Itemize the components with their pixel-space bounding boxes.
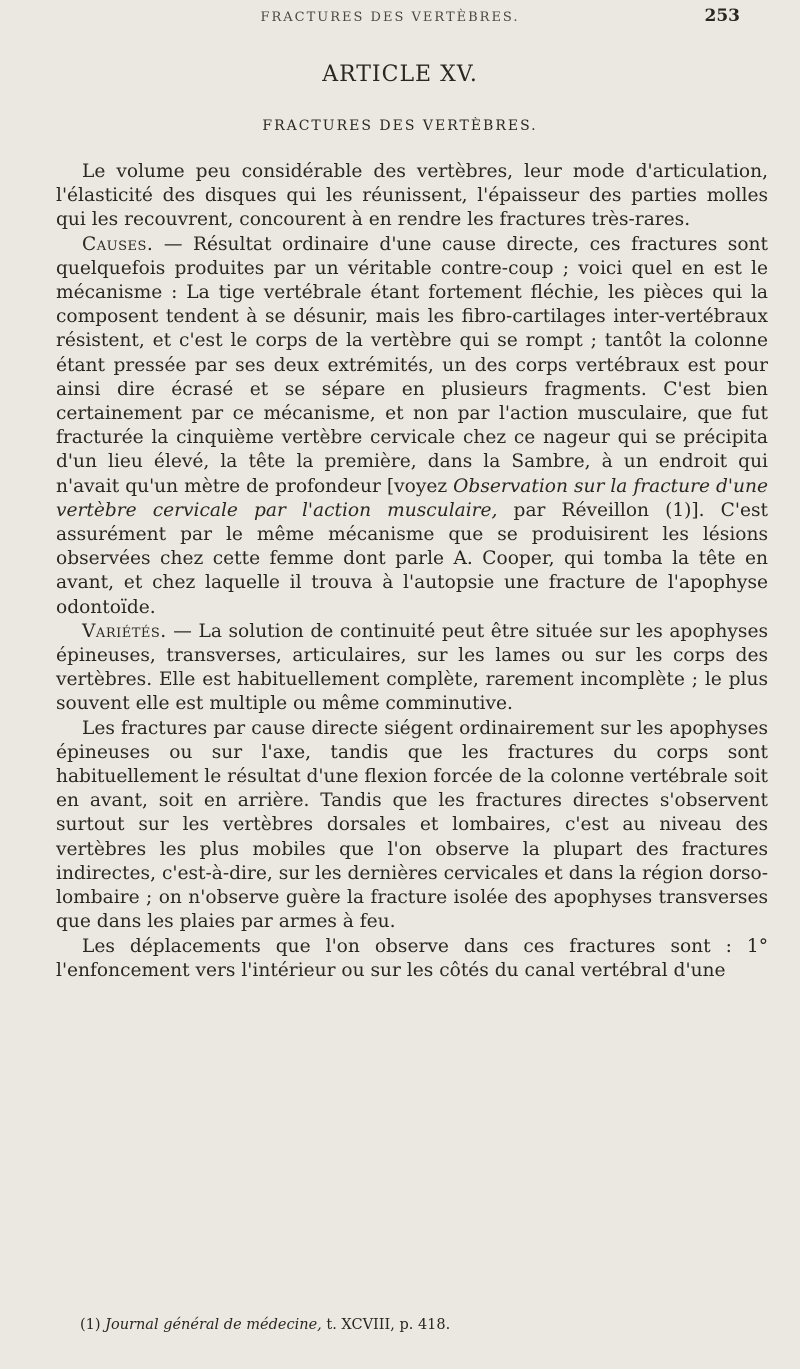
footnote-journal: Journal général de médecine, <box>105 1317 322 1333</box>
varietes-label: Variétés. <box>82 620 167 642</box>
paragraph-varietes <box>56 620 768 717</box>
article-body <box>56 160 768 983</box>
running-head: FRACTURES DES VERTÈBRES. <box>260 10 520 25</box>
section-title: FRACTURES DES VERTÈBRES. <box>262 118 538 134</box>
article-title: ARTICLE XV. <box>322 62 478 87</box>
paragraph-deplacements: Les déplacements que l'on observe dans ces fractures sont : 1° l'enfoncement vers l'intérieur ou sur les côtés du canal vertébral d'une <box>56 935 768 981</box>
paragraph-causes <box>56 233 768 620</box>
footnote-mark: (1) <box>80 1317 106 1333</box>
causes-text-end: par Réveillon (1)]. C'est assurément par le même mécanisme que se produisirent les lésions observées chez cette femme dont parle A. Cooper, qui tomba la tête en avant, et chez laquelle il trouva à l'autopsie une fracture de l'apophyse odontoïde. <box>56 499 768 618</box>
paragraph-fractures: Les fractures par cause directe siégent ordinairement sur les apophyses épineuses ou sur l'axe, tandis que les fractures du corps sont habituellement le résultat d'une flexion forcée de la colonne vertébrale soit en avant, soit en arrière. Tandis que les fractures directes s'observent surtout sur les vertèbres dorsales et lombaires, c'est au niveau des vertèbres les plus mobiles que l'on observe la plupart des fractures indirectes, c'est-à-dire, sur les dernières cervicales et dans la région dorso-lombaire ; on n'observe guère la fracture isolée des apophyses transverses que dans les plaies par armes à feu. <box>56 717 768 933</box>
page-number: 253 <box>704 6 740 26</box>
varietes-text: — La solution de continuité peut être située sur les apophyses épineuses, transverses, articulaires, sur les lames ou sur les corps des vertèbres. Elle est habituellement complète, rarement incomplète ; le plus souvent elle est multiple ou même comminutive. <box>56 620 768 715</box>
footnote-ref: t. XCVIII, p. 418. <box>321 1317 451 1333</box>
footnote <box>80 1316 760 1334</box>
paragraph-intro: Le volume peu considérable des vertèbres, leur mode d'articulation, l'élasticité des disques qui les réunissent, l'épaisseur des parties molles qui les recouvrent, concourent à en rendre les fractures très-rares. <box>56 161 768 231</box>
causes-text: — Résultat ordinaire d'une cause directe, ces fractures sont quelquefois produites par un véritable contre-coup ; voici quel en est le mécanisme : La tige vertébrale étant fortement fléchie, les pièces qui la composent tendent à se désunir, mais les fibro-cartilages inter-vertébraux résistent, et c'est le corps de la vertèbre qui se rompt ; tantôt la colonne étant pressée par ses deux extrémités, un des corps vertébraux est pour ainsi dire écrasé et se sépare en plusieurs fragments. C'est bien certainement par ce mécanisme, et non par l'action musculaire, que fut fracturée la cinquième vertèbre cervicale chez ce nageur qui se précipita d'un lieu élevé, la tête la première, dans la Sambre, à un endroit qui n'avait qu'un mètre de profondeur [voyez <box>56 233 768 497</box>
causes-label: Causes. <box>82 233 154 255</box>
observation-title: Observation sur la fracture d'une vertèbre cervicale par l'action musculaire, <box>56 475 768 521</box>
